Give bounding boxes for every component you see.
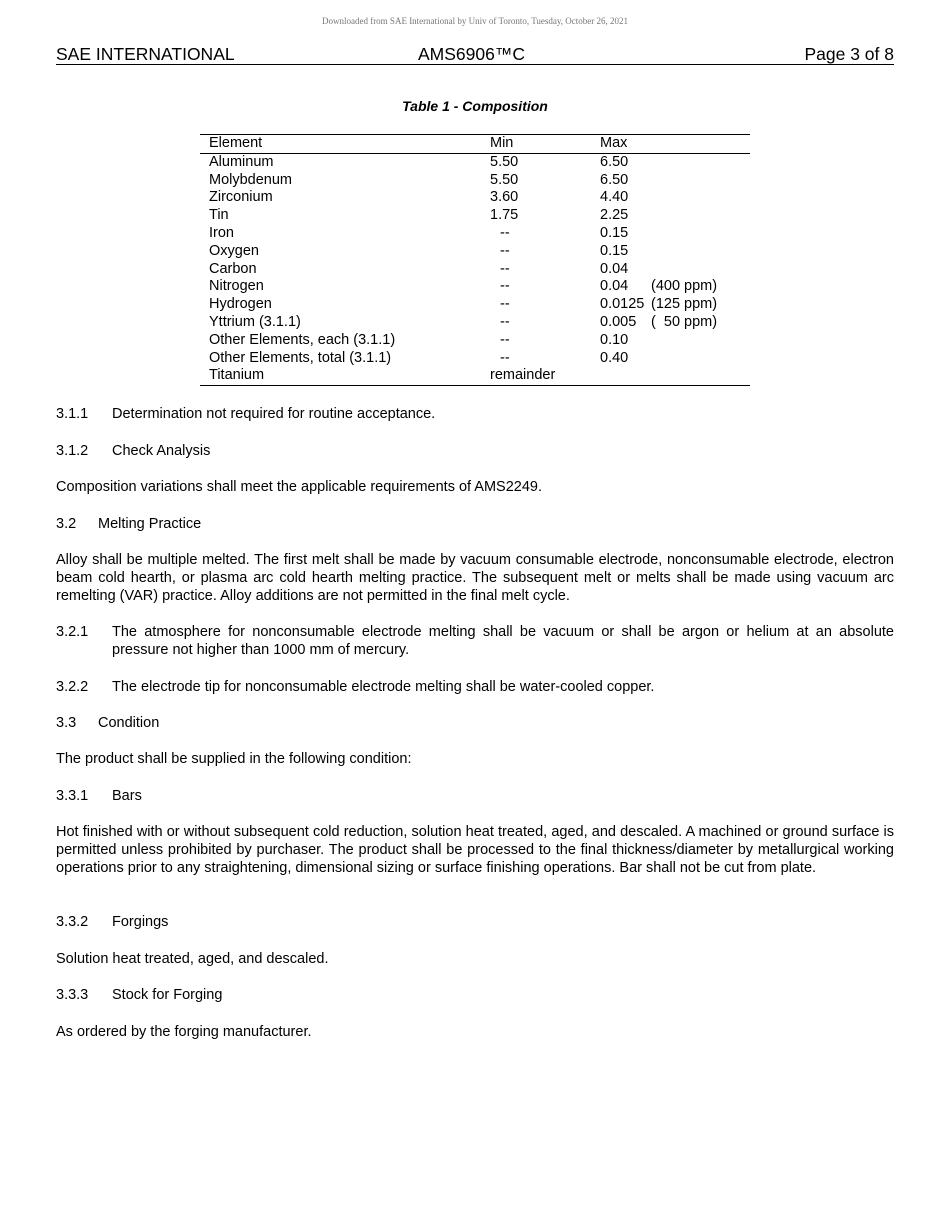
section-text: Determination not required for routine acceptance. <box>112 406 436 422</box>
section-number: 3.2 <box>56 516 77 532</box>
element-cell: Hydrogen <box>209 296 272 313</box>
element-cell: Titanium <box>200 367 490 385</box>
min-cell: -- <box>500 260 510 277</box>
section-3-1-1 <box>56 405 894 423</box>
table-row <box>200 153 750 171</box>
min-cell: -- <box>500 349 510 366</box>
element-cell: Molybdenum <box>209 171 293 188</box>
min-cell: -- <box>500 278 510 295</box>
section-number: 3.2.2 <box>56 679 89 695</box>
max-cell: 0.04 <box>600 260 629 277</box>
ppm-note: (400 ppm) <box>651 278 718 295</box>
table-header-row <box>200 135 750 154</box>
table-row <box>200 261 750 279</box>
section-number: 3.3 <box>56 715 77 731</box>
section-number: 3.3.2 <box>56 914 89 930</box>
page-header <box>56 44 894 65</box>
table-row <box>200 189 750 207</box>
section-title: Check Analysis <box>112 443 211 459</box>
table-title: Table 1 - Composition <box>402 98 548 114</box>
min-cell: -- <box>500 331 510 348</box>
max-cell: 0.10 <box>600 331 629 348</box>
max-cell <box>600 296 750 314</box>
paragraph-condition: The product shall be supplied in the following condition: <box>56 751 412 767</box>
section-3-3-3-heading <box>56 986 894 1004</box>
element-cell: Iron <box>209 224 234 241</box>
min-cell: -- <box>500 296 510 313</box>
element-cell: Oxygen <box>209 242 259 259</box>
table-row <box>200 350 750 368</box>
section-3-2-1 <box>56 623 894 659</box>
element-cell: Tin <box>209 207 229 224</box>
table-row <box>200 278 750 296</box>
section-number: 3.1.2 <box>56 443 89 459</box>
column-header-min: Min <box>490 135 600 154</box>
paragraph-melting-practice: Alloy shall be multiple melted. The first melt shall be made by vacuum consumable electrode, nonconsumable electrode, electron beam cold hearth, or plasma arc cold hearth melting practice. The subsequent melt or melts shall be made using vacuum arc remelting (VAR) practice. Alloy additions are not permitted in the final melt cycle. <box>56 552 894 604</box>
element-cell: Nitrogen <box>209 278 264 295</box>
paragraph-bars: Hot finished with or without subsequent cold reduction, solution heat treated, aged, and descaled. A machined or ground surface is permitted unless prohibited by purchaser. The product shall be processed to the final thickness/diameter by metallurgical working operations prior to any straightening, dimensional sizing or surface finishing operations. Bar shall not be cut from plate. <box>56 824 894 876</box>
section-number: 3.3.1 <box>56 788 89 804</box>
section-text: The atmosphere for nonconsumable electrode melting shall be vacuum or shall be argon or helium at an absolute pressure not higher than 1000 mm of mercury. <box>112 624 894 658</box>
element-cell: Yttrium (3.1.1) <box>209 313 301 330</box>
column-header-element: Element <box>200 135 490 154</box>
section-number: 3.3.3 <box>56 987 89 1003</box>
table-row <box>200 172 750 190</box>
paragraph-stock-for-forging: As ordered by the forging manufacturer. <box>56 1024 312 1040</box>
max-cell <box>600 367 750 385</box>
min-cell: -- <box>500 313 510 330</box>
max-value: 0.005 <box>600 313 637 330</box>
max-value: 0.0125 <box>600 296 645 313</box>
max-cell <box>600 278 750 296</box>
min-cell: -- <box>500 242 510 259</box>
table-row <box>200 332 750 350</box>
max-cell: 0.40 <box>600 349 629 366</box>
min-cell: -- <box>500 224 510 241</box>
composition-table-body <box>200 153 750 385</box>
element-cell: Other Elements, each (3.1.1) <box>209 331 396 348</box>
section-3-1-2-heading <box>56 442 894 460</box>
table-row <box>200 243 750 261</box>
section-title: Melting Practice <box>98 516 202 532</box>
table-row <box>200 296 750 314</box>
table-row <box>200 207 750 225</box>
section-3-2-heading <box>56 515 894 533</box>
table-row <box>200 225 750 243</box>
min-cell: remainder <box>490 367 600 385</box>
max-cell: 6.50 <box>600 171 629 188</box>
section-3-3-2-heading <box>56 913 894 931</box>
section-title: Forgings <box>112 914 169 930</box>
section-text: The electrode tip for nonconsumable electrode melting shall be water-cooled copper. <box>112 679 655 695</box>
section-title: Bars <box>112 788 142 804</box>
max-cell: 2.25 <box>600 207 629 224</box>
max-cell: 6.50 <box>600 153 629 170</box>
section-title: Condition <box>98 715 160 731</box>
element-cell: Aluminum <box>209 153 274 170</box>
section-3-3-1-heading <box>56 787 894 805</box>
paragraph-forgings: Solution heat treated, aged, and descaled. <box>56 951 329 967</box>
max-cell: 0.15 <box>600 224 629 241</box>
column-header-max: Max <box>600 135 750 154</box>
max-value: 0.04 <box>600 278 629 295</box>
table-row <box>200 367 750 385</box>
section-3-3-heading <box>56 714 894 732</box>
min-cell: 5.50 <box>490 171 519 188</box>
element-cell: Other Elements, total (3.1.1) <box>209 349 392 366</box>
section-3-2-2 <box>56 678 894 696</box>
ppm-note: (125 ppm) <box>651 296 718 313</box>
min-cell: 1.75 <box>490 207 519 224</box>
paragraph-check-analysis: Composition variations shall meet the applicable requirements of AMS2249. <box>56 479 543 495</box>
section-number: 3.1.1 <box>56 406 89 422</box>
table-row <box>200 314 750 332</box>
ppm-note: ( 50 ppm) <box>651 313 718 330</box>
section-number: 3.2.1 <box>56 624 89 640</box>
publisher-name: SAE INTERNATIONAL <box>56 44 235 64</box>
min-cell: 5.50 <box>490 153 519 170</box>
document-number: AMS6906™C <box>418 44 525 64</box>
max-cell: 4.40 <box>600 189 629 206</box>
element-cell: Zirconium <box>209 189 273 206</box>
element-cell: Carbon <box>209 260 257 277</box>
page-number: Page 3 of 8 <box>804 44 894 64</box>
download-notice: Downloaded from SAE International by Univ of Toronto, Tuesday, October 26, 2021 <box>321 16 629 26</box>
section-title: Stock for Forging <box>112 987 223 1003</box>
composition-table <box>200 134 750 386</box>
min-cell: 3.60 <box>490 189 519 206</box>
max-cell: 0.15 <box>600 242 629 259</box>
max-cell <box>600 314 750 332</box>
